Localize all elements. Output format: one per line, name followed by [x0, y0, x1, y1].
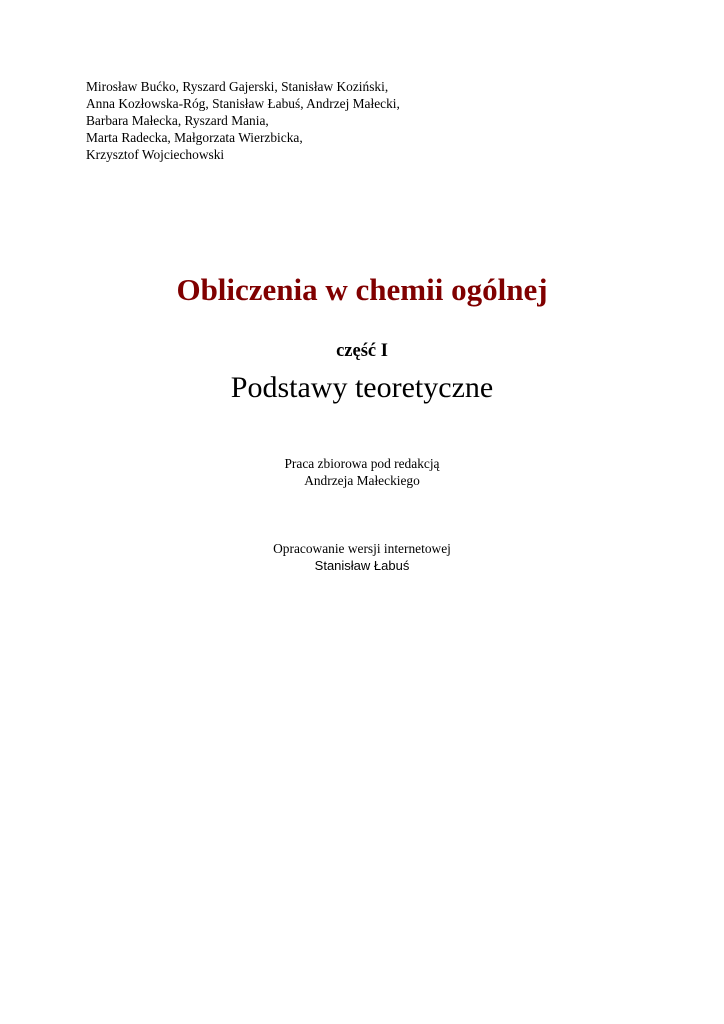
- editor-name: Andrzeja Małeckiego: [304, 473, 420, 488]
- author-line: Krzysztof Wojciechowski: [86, 147, 225, 162]
- online-version-credit: [0, 540, 724, 574]
- document-subtitle: Podstawy teoretyczne: [230, 371, 494, 404]
- author-line: Marta Radecka, Małgorzata Wierzbicka,: [86, 130, 303, 145]
- editor-credit: [0, 455, 724, 489]
- online-version-label: Opracowanie wersji internetowej: [273, 541, 451, 556]
- editor-credit-label: Praca zbiorowa pod redakcją: [284, 456, 440, 471]
- document-title: Obliczenia w chemii ogólnej: [176, 272, 548, 307]
- author-list: [86, 78, 646, 163]
- author-line: Anna Kozłowska-Róg, Stanisław Łabuś, Andrzej Małecki,: [86, 96, 400, 111]
- author-line: Mirosław Bućko, Ryszard Gajerski, Stanisław Koziński,: [86, 79, 389, 94]
- part-number: część I: [336, 341, 388, 361]
- author-line: Barbara Małecka, Ryszard Mania,: [86, 113, 269, 128]
- online-version-author: Stanisław Łabuś: [314, 558, 410, 573]
